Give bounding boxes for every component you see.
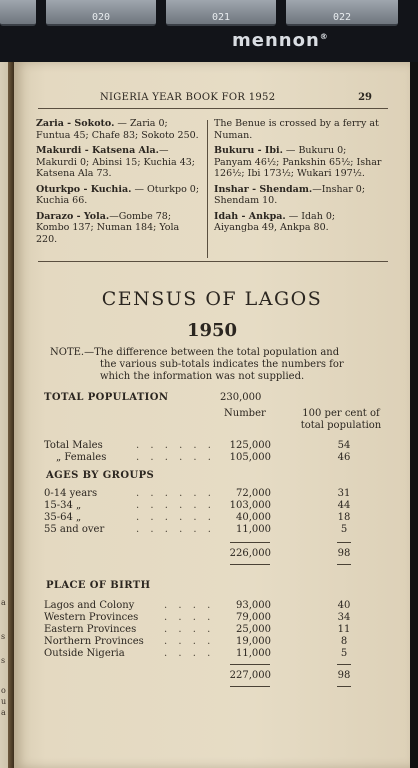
leader-dots: . . . . . . xyxy=(136,512,215,523)
leader-dots: . . . . . . xyxy=(136,452,215,463)
row-label: Eastern Provinces xyxy=(44,624,137,635)
row-percent: 8 xyxy=(340,636,348,647)
subtotal-rule xyxy=(337,542,351,543)
table-row xyxy=(44,524,384,536)
table-row xyxy=(44,452,384,464)
row-percent: 54 xyxy=(337,440,351,451)
column-divider xyxy=(207,120,208,258)
table-total-row xyxy=(44,670,384,682)
margin-fragment: s xyxy=(1,656,6,665)
header-rule xyxy=(38,108,388,109)
subtotal-rule xyxy=(230,664,270,665)
scanner-strip xyxy=(0,0,418,62)
page-number: 29 xyxy=(358,92,372,103)
row-label: Outside Nigeria xyxy=(44,648,125,659)
total-rule xyxy=(337,564,351,565)
table-row xyxy=(44,440,384,452)
row-label: 0-14 years xyxy=(44,488,98,499)
row-number: 125,000 xyxy=(229,440,271,451)
leader-dots: . . . . xyxy=(164,648,215,659)
note-line: the various sub-totals indicates the numbers for xyxy=(100,359,344,370)
note-line: NOTE.—The difference between the total population and xyxy=(50,347,340,358)
table-total-row xyxy=(44,548,384,560)
row-label: Lagos and Colony xyxy=(44,600,135,611)
row-label: „ Females xyxy=(56,452,107,463)
table-row xyxy=(44,648,384,660)
route-entry: Oturkpo - Kuchia. — Oturkpo 0; Kuchia 66. xyxy=(36,183,200,206)
row-percent: 40 xyxy=(337,600,351,611)
film-frame xyxy=(0,0,36,26)
total-rule xyxy=(337,686,351,687)
margin-fragment: a xyxy=(1,708,6,717)
row-label: 15-34 „ xyxy=(44,500,82,511)
table-row xyxy=(44,624,384,636)
leader-dots: . . . . xyxy=(164,636,215,647)
routes-right-column xyxy=(214,118,382,238)
row-number: 25,000 xyxy=(236,624,271,635)
total-percent: 98 xyxy=(337,670,351,681)
route-entry: Bukuru - Ibi. — Bukuru 0; Panyam 46½; Pankshin 65½; Ishar 126½; Ibi 173½; Wukari 197½. xyxy=(214,145,382,179)
margin-fragment: u xyxy=(1,697,7,706)
table-row xyxy=(44,488,384,500)
route-entry: Idah - Ankpa. — Idah 0; Aiyangba 49, Ankpa 80. xyxy=(214,210,336,233)
census-title: CENSUS OF LAGOS xyxy=(101,288,323,310)
number-column-header: Number xyxy=(224,408,266,419)
total-population-value: 230,000 xyxy=(220,392,262,403)
subtotal-rule xyxy=(230,542,270,543)
routes-left-column xyxy=(36,118,202,249)
row-percent: 5 xyxy=(340,648,348,659)
section-rule xyxy=(38,261,388,262)
row-percent: 5 xyxy=(340,524,348,535)
percent-column-header xyxy=(296,408,386,432)
row-percent: 34 xyxy=(337,612,351,623)
page-right-shadow xyxy=(410,62,418,768)
row-percent: 44 xyxy=(337,500,351,511)
row-percent: 18 xyxy=(337,512,351,523)
scanner-brand-logo: mennon® xyxy=(232,30,329,51)
row-label: Western Provinces xyxy=(44,612,139,623)
book-page xyxy=(14,62,410,768)
row-number: 19,000 xyxy=(236,636,271,647)
route-entry: Zaria - Sokoto. — Zaria 0; Funtua 45; Chafe 83; Sokoto 250. xyxy=(36,118,199,141)
percent-header-line: 100 per cent of xyxy=(302,408,380,419)
margin-fragment: s xyxy=(1,632,6,641)
total-rule xyxy=(230,686,270,687)
place-of-birth-heading: PLACE OF BIRTH xyxy=(46,580,151,591)
leader-dots: . . . . . . xyxy=(136,440,215,451)
row-number: 11,000 xyxy=(236,648,271,659)
leader-dots: . . . . . . xyxy=(136,500,215,511)
row-number: 40,000 xyxy=(236,512,271,523)
margin-fragment: o xyxy=(1,686,6,695)
leader-dots: . . . . xyxy=(164,612,215,623)
percent-header-line: total population xyxy=(300,420,382,431)
row-percent: 31 xyxy=(337,488,351,499)
frame-label: 020 xyxy=(91,12,111,23)
subtotal-rule xyxy=(337,664,351,665)
row-label: 35-64 „ xyxy=(44,512,82,523)
route-entry: The Benue is crossed by a ferry at Numan. xyxy=(214,118,379,141)
leader-dots: . . . . xyxy=(164,600,215,611)
margin-fragment: a xyxy=(1,598,6,607)
age-groups-heading: AGES BY GROUPS xyxy=(46,470,155,481)
table-row xyxy=(44,636,384,648)
row-number: 72,000 xyxy=(236,488,271,499)
running-head: NIGERIA YEAR BOOK FOR 1952 xyxy=(100,92,276,103)
leader-dots: . . . . . . xyxy=(136,524,215,535)
table-row xyxy=(44,500,384,512)
frame-label: 022 xyxy=(332,12,352,23)
total-rule xyxy=(230,564,270,565)
row-percent: 46 xyxy=(337,452,351,463)
frame-label: 021 xyxy=(211,12,231,23)
table-row xyxy=(44,600,384,612)
film-frame xyxy=(286,0,398,26)
route-entry: Makurdi - Katsena Ala.— Makurdi 0; Abinsi 15; Kuchia 43; Katsena Ala 73. xyxy=(36,145,196,179)
census-year: 1950 xyxy=(186,320,238,341)
film-frame xyxy=(46,0,156,26)
row-number: 105,000 xyxy=(229,452,271,463)
route-entry: Inshar - Shendam.—Inshar 0; Shendam 10. xyxy=(214,183,366,206)
total-number: 226,000 xyxy=(229,548,271,559)
leader-dots: . . . . xyxy=(164,624,215,635)
table-row xyxy=(44,612,384,624)
row-number: 79,000 xyxy=(236,612,271,623)
row-percent: 11 xyxy=(337,624,351,635)
film-frame xyxy=(166,0,276,26)
row-number: 93,000 xyxy=(236,600,271,611)
leader-dots: . . . . . . xyxy=(136,488,215,499)
row-label: 55 and over xyxy=(44,524,105,535)
row-label: Northern Provinces xyxy=(44,636,144,647)
total-number: 227,000 xyxy=(229,670,271,681)
row-number: 103,000 xyxy=(229,500,271,511)
note-line: which the information was not supplied. xyxy=(100,371,305,382)
total-percent: 98 xyxy=(337,548,351,559)
route-entry: Darazo - Yola.—Gombe 78; Kombo 137; Numan 184; Yola 220. xyxy=(36,210,180,245)
row-number: 11,000 xyxy=(236,524,271,535)
census-note xyxy=(50,347,380,383)
row-label: Total Males xyxy=(44,440,103,451)
total-population-label: TOTAL POPULATION xyxy=(44,392,169,403)
table-row xyxy=(44,512,384,524)
